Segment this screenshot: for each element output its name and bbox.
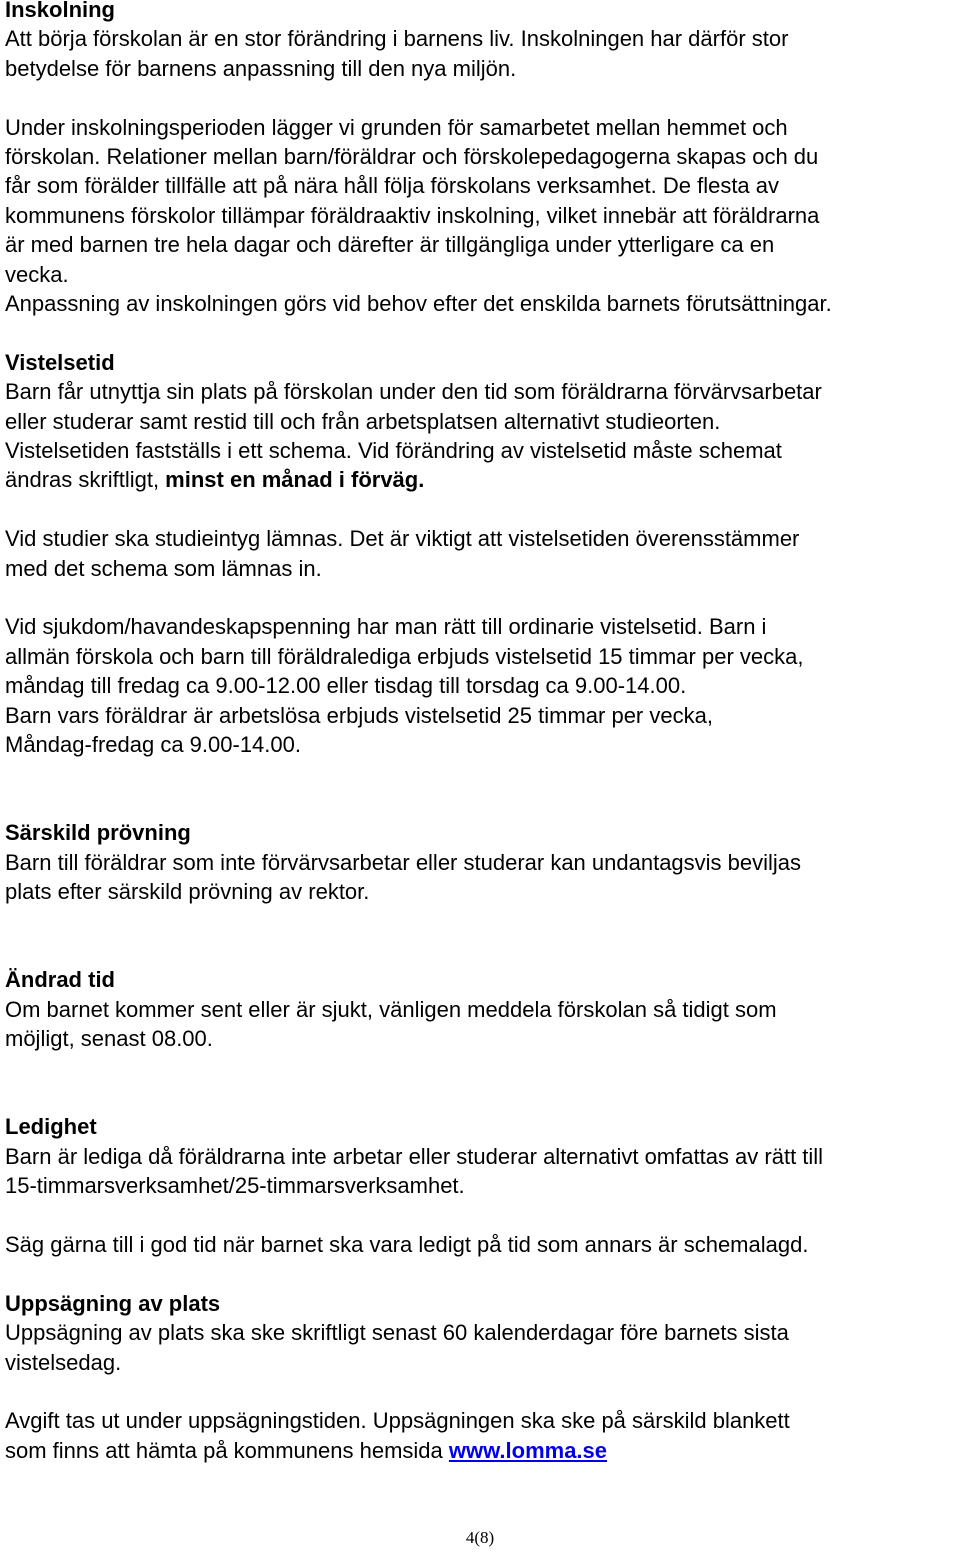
text-line: plats efter särskild prövning av rektor. bbox=[5, 879, 370, 905]
text-line: möjligt, senast 08.00. bbox=[5, 1026, 213, 1052]
text-line: med det schema som lämnas in. bbox=[5, 555, 322, 581]
heading-sarskild-provning: Särskild prövning bbox=[5, 820, 191, 846]
text-line: vecka. bbox=[5, 261, 69, 287]
page-number: 4(8) bbox=[465, 1528, 495, 1547]
text-line: Vistelsetiden fastställs i ett schema. Vid förändring av vistelsetid måste schemat bbox=[5, 438, 782, 464]
text-line: Uppsägning av plats ska ske skriftligt senast 60 kalenderdagar före barnets sista bbox=[5, 1320, 789, 1346]
text-line: är med barnen tre hela dagar och därefter är tillgängliga under ytterligare ca en bbox=[5, 232, 775, 258]
text-line: Under inskolningsperioden lägger vi grunden för samarbetet mellan hemmet och bbox=[5, 114, 788, 140]
text-line: förskolan. Relationer mellan barn/föräldrar och förskolepedagogerna skapas och du bbox=[5, 144, 819, 170]
heading-inskolning: Inskolning bbox=[5, 0, 115, 22]
heading-ledighet: Ledighet bbox=[5, 1114, 97, 1140]
text-span: som finns att hämta på kommunens hemsida bbox=[5, 1437, 449, 1463]
text-line: Vid sjukdom/havandeskapspenning har man rätt till ordinarie vistelsetid. Barn i bbox=[5, 614, 767, 640]
text-line: Vid studier ska studieintyg lämnas. Det är viktigt att vistelsetiden överensstämmer bbox=[5, 526, 800, 552]
text-line bbox=[5, 465, 955, 494]
text-line: Om barnet kommer sent eller är sjukt, vänligen meddela förskolan så tidigt som bbox=[5, 996, 777, 1022]
text-line: kommunens förskolor tillämpar föräldraaktiv inskolning, vilket innebär att föräldrarna bbox=[5, 202, 820, 228]
heading-uppsagning: Uppsägning av plats bbox=[5, 1290, 221, 1316]
text-line: 15-timmarsverksamhet/25-timmarsverksamhet. bbox=[5, 1173, 465, 1199]
text-line: Måndag-fredag ca 9.00-14.00. bbox=[5, 732, 301, 758]
text-line: allmän förskola och barn till föräldralediga erbjuds vistelsetid 15 timmar per vecka, bbox=[5, 643, 804, 669]
text-line: Avgift tas ut under uppsägningstiden. Uppsägningen ska ske på särskild blankett bbox=[5, 1408, 790, 1434]
document-page bbox=[5, 0, 955, 1465]
lomma-website-link[interactable]: www.lomma.se bbox=[448, 1437, 608, 1463]
text-line: eller studerar samt restid till och från arbetsplatsen alternativt studieorten. bbox=[5, 408, 721, 434]
text-line: Barn är lediga då föräldrarna inte arbetar eller studerar alternativt omfattas av rätt till bbox=[5, 1143, 824, 1169]
heading-vistelsetid: Vistelsetid bbox=[5, 349, 115, 375]
text-span: ändras skriftligt, bbox=[5, 467, 166, 493]
heading-andrad-tid: Ändrad tid bbox=[5, 967, 115, 993]
text-line: Barn får utnyttja sin plats på förskolan under den tid som föräldrarna förvärvsarbetar bbox=[5, 379, 822, 405]
text-line: vistelsedag. bbox=[5, 1349, 122, 1375]
text-line: Barn till föräldrar som inte förvärvsarbetar eller studerar kan undantagsvis beviljas bbox=[5, 849, 802, 875]
text-line: får som förälder tillfälle att på nära håll följa förskolans verksamhet. De flesta av bbox=[5, 173, 780, 199]
text-line: betydelse för barnens anpassning till den nya miljön. bbox=[5, 55, 517, 81]
text-line: Anpassning av inskolningen görs vid behov efter det enskilda barnets förutsättningar. bbox=[5, 291, 832, 317]
text-line: Säg gärna till i god tid när barnet ska vara ledigt på tid som annars är schemalagd. bbox=[5, 1231, 809, 1257]
bold-notice: minst en månad i förväg. bbox=[165, 467, 425, 493]
text-line: Barn vars föräldrar är arbetslösa erbjuds vistelsetid 25 timmar per vecka, bbox=[5, 702, 713, 728]
text-line: Att börja förskolan är en stor förändring i barnens liv. Inskolningen har därför stor bbox=[5, 26, 789, 52]
text-line bbox=[5, 1436, 955, 1465]
text-line: måndag till fredag ca 9.00-12.00 eller tisdag till torsdag ca 9.00-14.00. bbox=[5, 673, 687, 699]
